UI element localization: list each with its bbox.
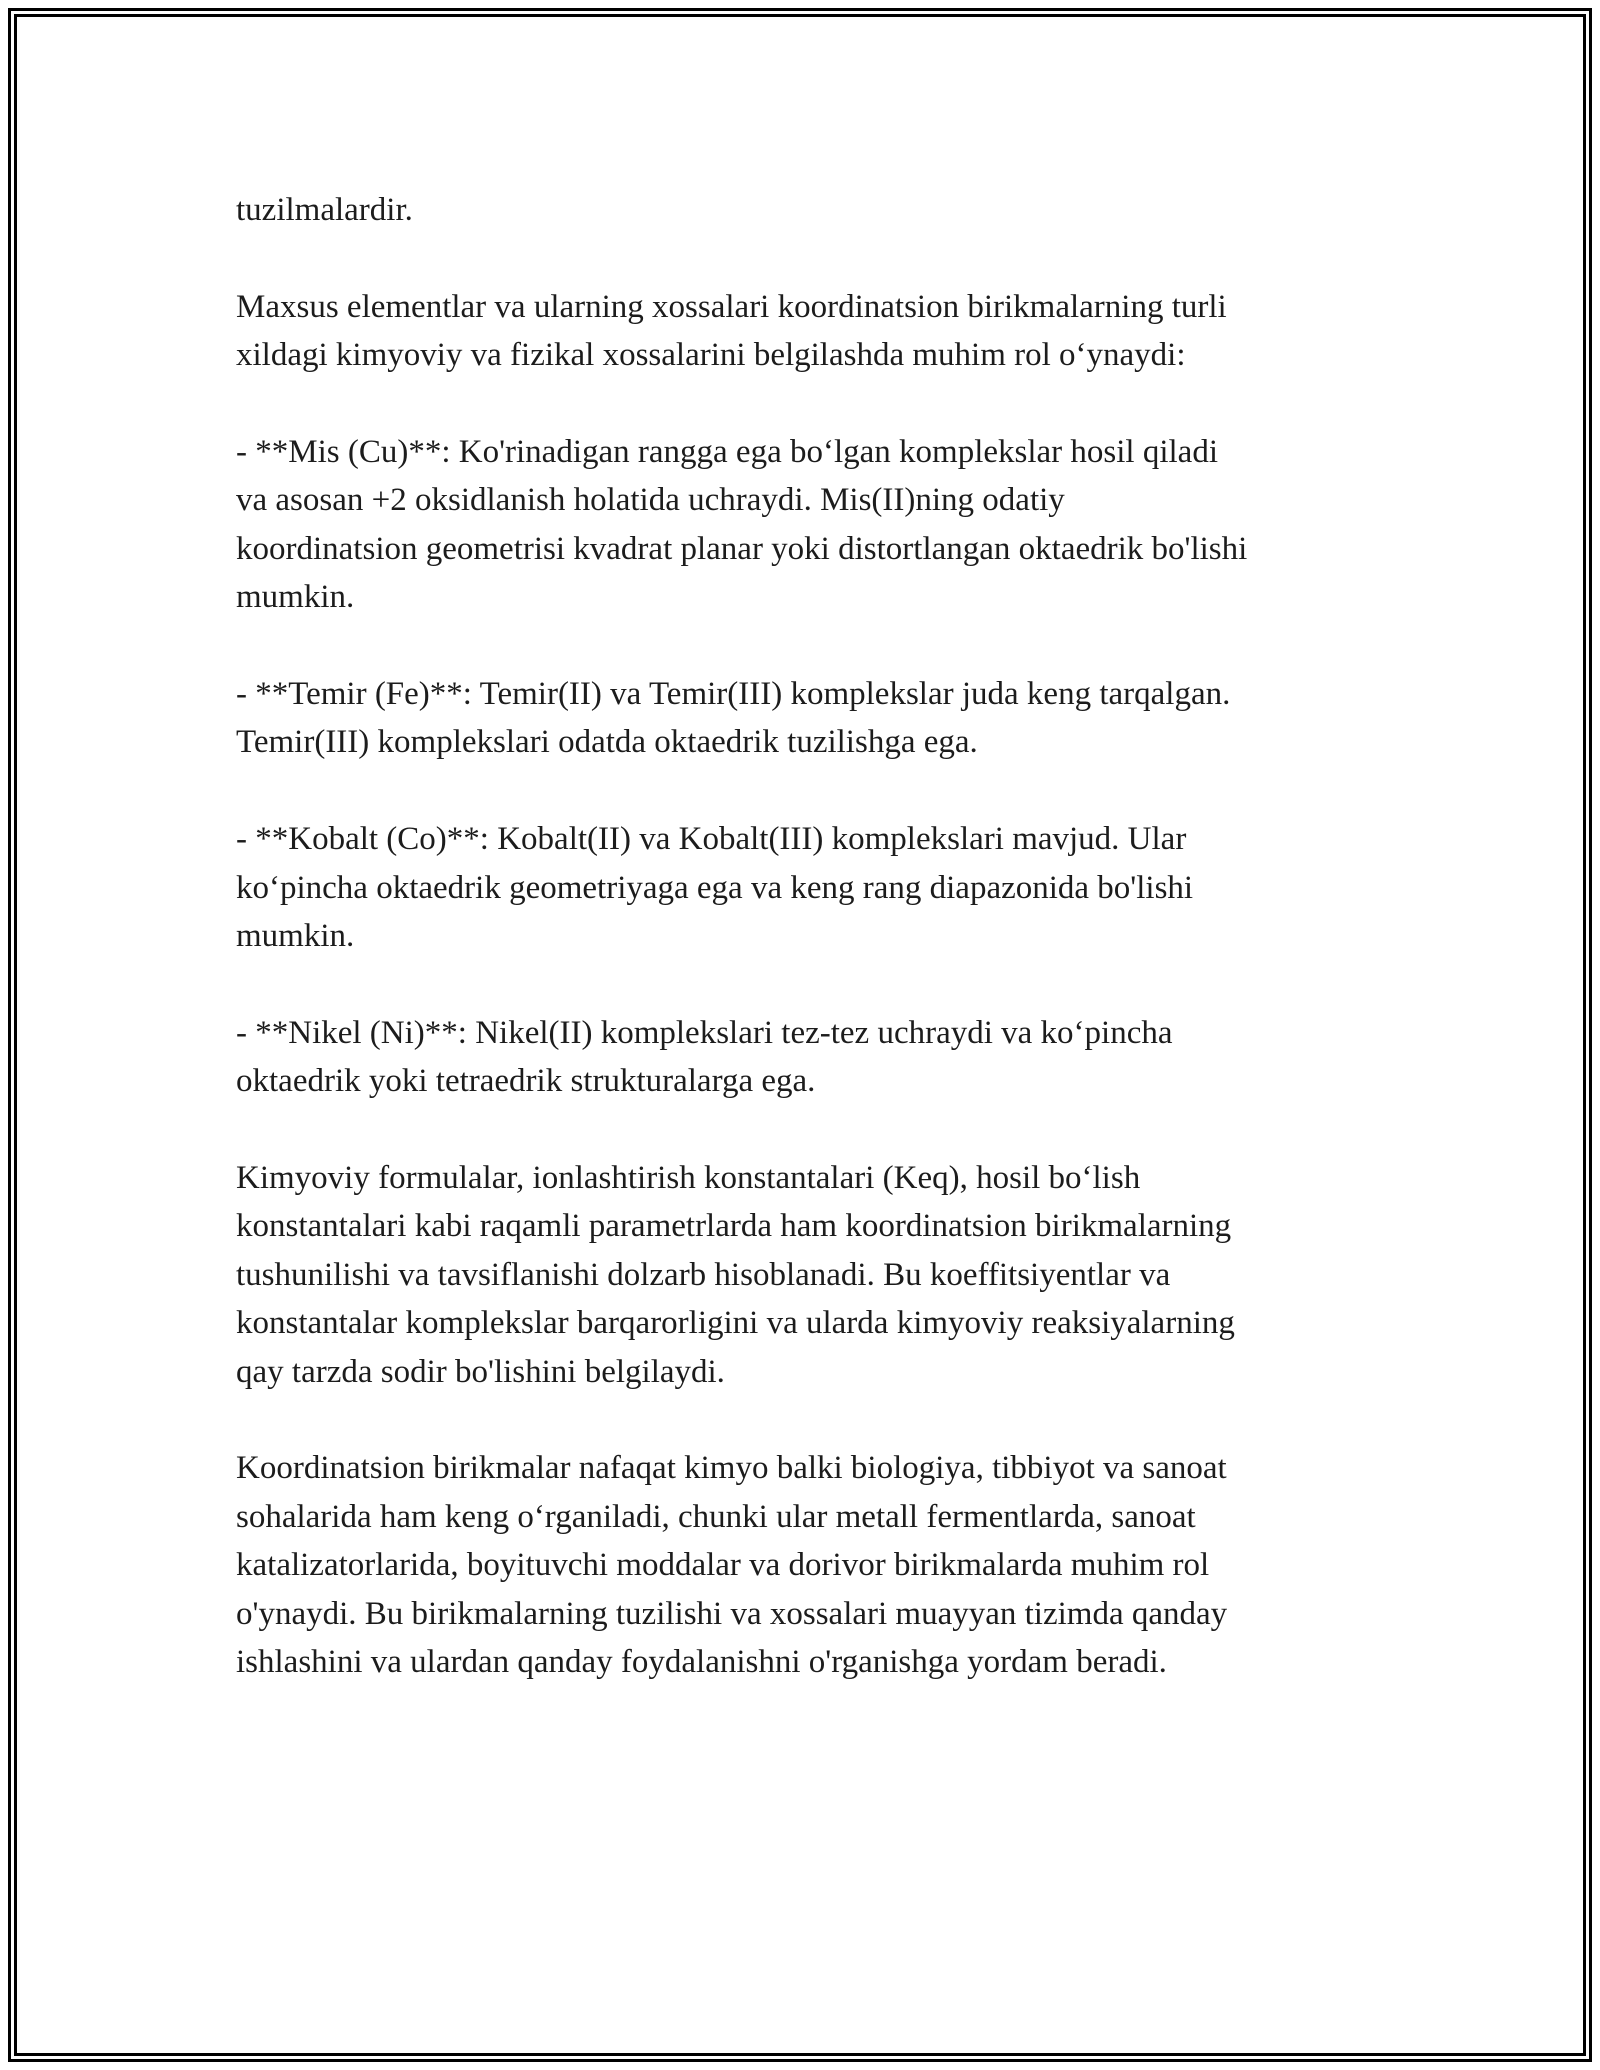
paragraph-intro: Maxsus elementlar va ularning xossalari koordinatsion birikmalarning turli xildagi kimyoviy va fizikal xossalarini belgilashda muhim rol o‘ynaydi: — [236, 288, 1227, 374]
list-item-iron: - **Temir (Fe)**: Temir(II) va Temir(III) komplekslar juda keng tarqalgan. Temir(III) komplekslari odatda oktaedrik tuzilishga ega. — [236, 676, 1231, 761]
list-item-cobalt: - **Kobalt (Co)**: Kobalt(II) va Kobalt(III) komplekslari mavjud. Ular ko‘pincha oktaedrik geometriyaga ega va keng rang diapazonida bo'lishi mumkin. — [236, 821, 1194, 955]
list-item-nickel: - **Nikel (Ni)**: Nikel(II) komplekslari tez-tez uchraydi va ko‘pincha oktaedrik yoki tetraedrik strukturalarga ega. — [236, 1014, 1173, 1100]
list-item-copper: - **Mis (Cu)**: Ko'rinadigan rangga ega bo‘lgan komplekslar hosil qiladi va asosan +2 oksidlanish holatida uchraydi. Mis(II)ning odatiy koordinatsion geometrisi kvadrat planar yoki distortlangan oktaedrik bo'lishi mumkin. — [236, 434, 1248, 616]
paragraph-constants: Kimyoviy formulalar, ionlashtirish konstantalari (Keq), hosil bo‘lish konstantalari kabi raqamli parametrlarda ham koordinatsion birikmalarning tushunilishi va tavsiflanishi dolzarb hisoblanadi. Bu koeffitsiyentlar va konstantalar komplekslar barqarorligini va ularda kimyoviy reaksiyalarning qay tarzda sodir bo'lishini belgilaydi. — [236, 1160, 1235, 1390]
paragraph-applications: Koordinatsion birikmalar nafaqat kimyo balki biologiya, tibbiyot va sanoat sohalarida ham keng o‘rganiladi, chunki ular metall fermentlarda, sanoat katalizatorlarida, boyituvchi moddalar va dorivor birikmalarda muhim rol o'ynaydi. Bu birikmalarning tuzilishi va xossalari muayyan tizimda qanday ishlashini va ulardan qanday foydalanishni o'rganishga yordam beradi. — [236, 1450, 1228, 1681]
document-body — [236, 186, 1376, 1686]
paragraph-continuation: tuzilmalardir. — [236, 192, 413, 228]
